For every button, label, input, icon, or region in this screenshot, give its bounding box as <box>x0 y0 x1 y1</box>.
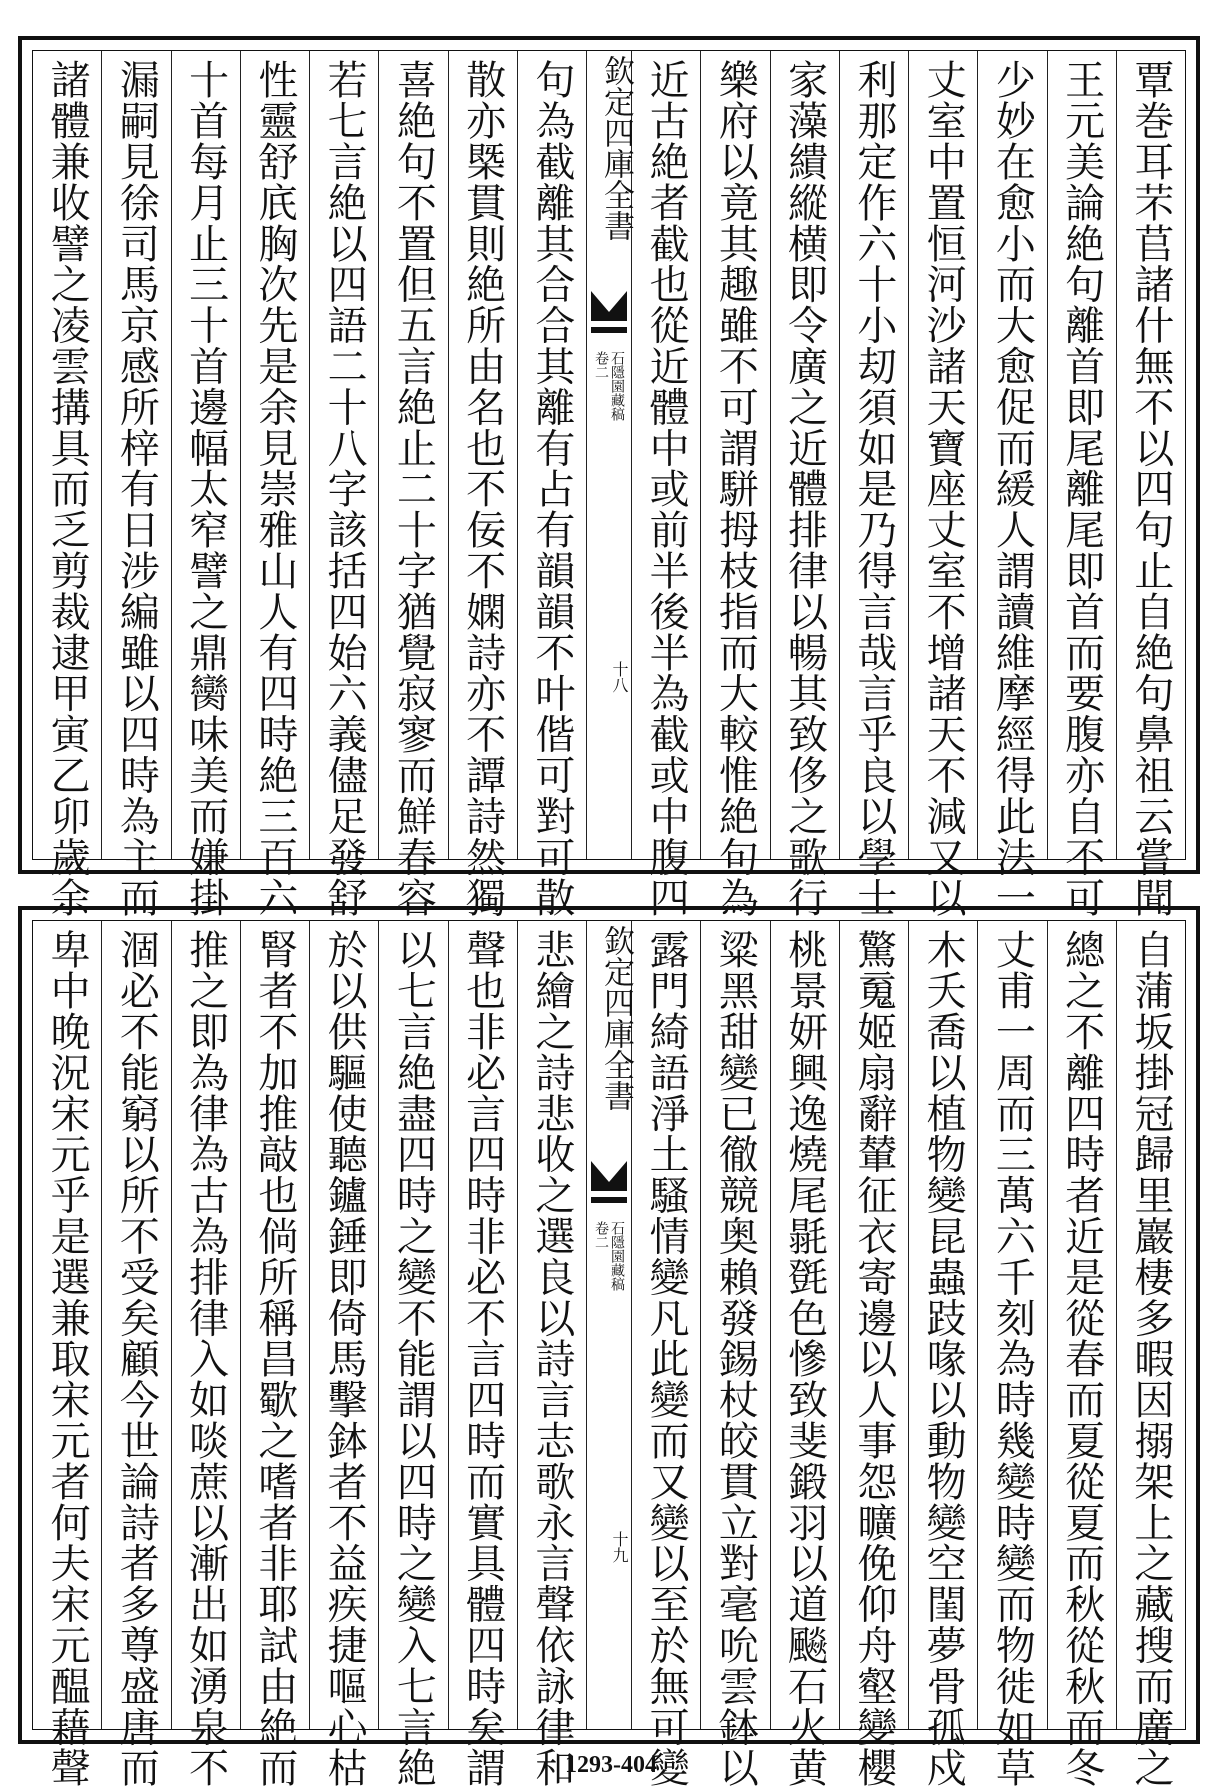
text-column: 散亦槩貫則絶所由名也不佞不嫻詩亦不譚詩然獨 <box>448 51 517 859</box>
fishtail-mark-icon <box>591 1161 627 1191</box>
text-column: 桃景妍興逸燒尾毾㲪色慘致斐鍛羽以道飈石火黄 <box>770 921 839 1729</box>
text-column: 喜絶句不置但五言絶止二十字猶覺寂寥而鮮春容 <box>378 51 447 859</box>
text-column: 聲也非必言四時非必不言四時而實具體四時矣謂 <box>448 921 517 1729</box>
text-column: 利那定作六十小刧須如是乃得言哉言乎良以學士 <box>839 51 908 859</box>
text-column: 粱黑甜變已徹競奥賴發錫杖皎貫立對毫吮雲鉢以 <box>700 921 769 1729</box>
fishtail-mark-icon <box>591 291 627 321</box>
text-column: 推之即為律為古為排律入如啖蔗以漸出如湧泉不 <box>171 921 240 1729</box>
text-column: 近古絶者截也從近體中或前半後半為截或中腹四 <box>631 51 700 859</box>
text-column: 諸體兼收譬之凌雲搆具而乏剪裁逮甲寅乙卯歲余 <box>44 59 91 918</box>
text-column: 木夭喬以植物變昆蟲跂喙以動物變空閨夢骨孤戍 <box>908 921 977 1729</box>
text-column: 總之不離四時者近是從春而夏從夏而秋從秋而冬 <box>1047 921 1116 1729</box>
text-column: 卑中晚況宋元乎是選兼取宋元者何夫宋元醖藉聲 <box>44 929 91 1788</box>
text-column: 家藻繢縱横即令廣之近體排律以暢其致侈之歌行 <box>770 51 839 859</box>
text-column: 性靈舒㡳胸次先是余見崇雅山人有四時絶三百六 <box>240 51 309 859</box>
page-panel-top <box>18 36 1200 918</box>
text-column: 樂府以竟其趣雖不可謂駢拇枝指而大較惟絶句為 <box>700 51 769 859</box>
fold-rule <box>591 1197 627 1203</box>
text-frame <box>32 50 1186 918</box>
text-column: 丈室中置恒河沙諸天寶座丈室不增諸天不減又以 <box>908 51 977 859</box>
text-column: 若七言絶以四語二十八字該括四始六義儘足發舒 <box>309 51 378 859</box>
text-column: 驚䰟姬扇辭輦征衣寄邊以人事怨曠俛仰舟壑變櫻 <box>839 921 908 1729</box>
fold-subtitle: 石隱園藏稿 卷二 <box>593 1221 625 1291</box>
center-fold <box>586 921 634 1729</box>
fold-title: 欽定四庫全書 <box>598 55 634 241</box>
text-column: 少妙在愈小而大愈促而緩人謂讀維摩經得此法一 <box>977 51 1046 859</box>
footer-page-code: 1293-404 <box>565 1752 657 1778</box>
text-column: 漏嗣見徐司馬京感所梓有日涉編雖以四時為主而 <box>101 51 170 859</box>
text-column: 以七言絶盡四時之變不能謂以四時之變入七言絶 <box>378 921 447 1729</box>
fold-title: 欽定四庫全書 <box>598 925 634 1111</box>
text-column: 王元美論絶句離首即尾離尾即首而要腹亦自不可 <box>1047 51 1116 859</box>
text-column: 十首每月止三十首邊幅太窄譬之鼎臠味美而嫌掛 <box>171 51 240 859</box>
text-column: 腎者不加推敲也倘所稱昌歜之嗜者非耶試由絶而 <box>240 921 309 1729</box>
fold-subtitle: 石隱園藏稿 卷二 <box>593 351 625 421</box>
text-column: 露門綺語淨土騷情變凡此變而又變以至於無可變 <box>631 921 700 1729</box>
text-column: 涸必不能窮以所不受矣顧今世論詩者多尊盛唐而 <box>101 921 170 1729</box>
text-column: 丈甫一周而三萬六千刻為時幾變時變而物徙如草 <box>977 921 1046 1729</box>
fold-rule <box>591 327 627 333</box>
text-column: 於以供驅使聽鑪錘即倚馬擊鉢者不益疾捷嘔心枯 <box>309 921 378 1729</box>
center-fold <box>586 51 634 859</box>
text-column: 自蒲坂掛冠歸里巖棲多暇因搦架上之藏搜而廣之 <box>1116 921 1185 1729</box>
text-column: 悲繪之詩悲收之選良以詩言志歌永言聲依詠律和 <box>517 921 586 1729</box>
page-number: 十八 <box>610 661 629 693</box>
text-column: 句為截離其合合其離有占有韻韻不叶偕可對可散 <box>517 51 586 859</box>
text-column: 覃巻耳芣苢諸什無不以四句止自絶句鼻祖云嘗聞 <box>1116 51 1185 859</box>
page-number: 十九 <box>610 1531 629 1563</box>
